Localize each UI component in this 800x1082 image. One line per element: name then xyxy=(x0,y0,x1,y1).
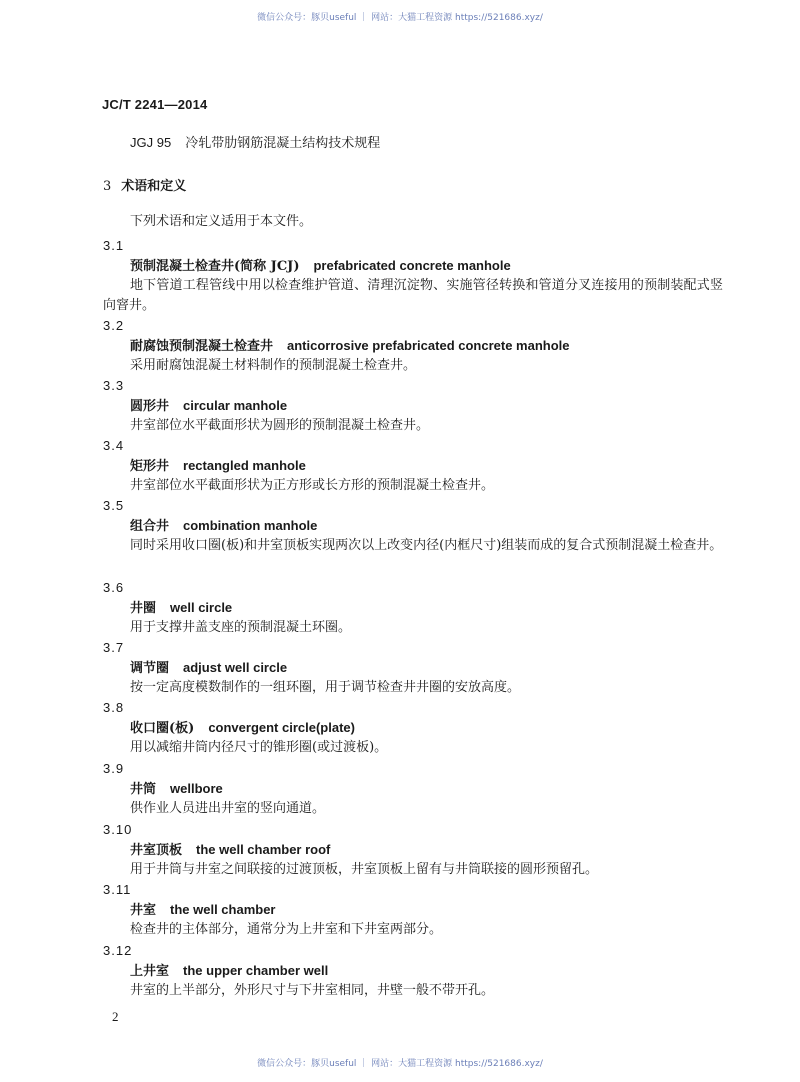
term-number: 3.10 xyxy=(103,822,133,837)
term-entry-3-9 xyxy=(103,759,723,819)
intro-text: 下列术语和定义适用于本文件。 xyxy=(130,214,313,229)
term-name xyxy=(103,256,723,276)
term-definition: 用于支撑井盖支座的预制混凝土环圈。 xyxy=(130,620,352,635)
term-number: 3.9 xyxy=(103,761,125,776)
term-number: 3.3 xyxy=(103,378,125,393)
term-en: prefabricated concrete manhole xyxy=(313,258,511,273)
term-definition: 井室部位水平截面形状为正方形或长方形的预制混凝土检查井。 xyxy=(130,478,495,493)
term-en: combination manhole xyxy=(183,518,318,533)
term-en: rectangled manhole xyxy=(183,458,306,473)
term-definition: 采用耐腐蚀混凝土材料制作的预制混凝土检查井。 xyxy=(130,358,417,373)
term-name xyxy=(103,598,723,618)
page-number: 2 xyxy=(112,1009,119,1024)
standard-code: JC/T 2241—2014 xyxy=(102,97,208,112)
section-heading xyxy=(103,175,186,194)
term-cn: 圆形井 xyxy=(130,399,170,414)
term-cn: 井筒 xyxy=(130,782,157,797)
term-definition: 供作业人员进出井室的竖向通道。 xyxy=(130,801,326,816)
term-entry-3-10 xyxy=(103,820,723,880)
term-definition: 用以减缩井筒内径尺寸的锥形圈(或过渡板)。 xyxy=(130,740,388,755)
term-cn: 矩形井 xyxy=(130,459,170,474)
term-definition: 地下管道工程管线中用以检查维护管道、清理沉淀物、实施管径转换和管道分叉连接用的预制装配式竖向窨井。 xyxy=(103,278,723,313)
term-number: 3.8 xyxy=(103,700,125,715)
term-name xyxy=(103,840,723,860)
term-entry-3-4 xyxy=(103,436,723,496)
term-name xyxy=(103,900,723,920)
term-en: the upper chamber well xyxy=(183,963,329,978)
term-entry-3-12 xyxy=(103,941,723,1001)
term-cn: 井室顶板 xyxy=(130,843,183,858)
term-cn: 收口圈(板) xyxy=(130,721,195,736)
term-number: 3.12 xyxy=(103,943,133,958)
term-definition: 同时采用收口圈(板)和井室顶板实现两次以上改变内径(内框尺寸)组装而成的复合式预制混凝土检查井。 xyxy=(130,538,723,553)
term-en: well circle xyxy=(170,600,233,615)
term-cn: 预制混凝土检查井(简称 JCJ) xyxy=(130,259,300,274)
term-entry-3-11 xyxy=(103,880,723,940)
term-entry-3-8 xyxy=(103,698,723,758)
term-entry-3-1 xyxy=(103,236,723,316)
watermark-bottom: 微信公众号：豚贝useful ｜ 网站：大猫工程资源 https://521686.xyz/ xyxy=(257,1059,543,1069)
term-en: the well chamber roof xyxy=(196,842,331,857)
term-en: anticorrosive prefabricated concrete manhole xyxy=(287,338,570,353)
term-number: 3.11 xyxy=(103,882,132,897)
term-name xyxy=(103,779,723,799)
term-number: 3.7 xyxy=(103,640,125,655)
term-en: circular manhole xyxy=(183,398,288,413)
term-en: wellbore xyxy=(170,781,223,796)
term-entry-3-5 xyxy=(103,496,723,556)
term-number: 3.5 xyxy=(103,498,125,513)
term-cn: 调节圈 xyxy=(130,661,170,676)
term-entry-3-2 xyxy=(103,316,723,376)
term-entry-3-3 xyxy=(103,376,723,436)
term-en: adjust well circle xyxy=(183,660,288,675)
section-title: 术语和定义 xyxy=(121,179,187,194)
term-cn: 组合井 xyxy=(130,519,170,534)
term-definition: 井室部位水平截面形状为圆形的预制混凝土检查井。 xyxy=(130,418,430,433)
term-number: 3.1 xyxy=(103,238,125,253)
section-number: 3 xyxy=(103,179,112,194)
term-number: 3.2 xyxy=(103,318,125,333)
term-name xyxy=(103,396,723,416)
term-name xyxy=(103,456,723,476)
term-cn: 上井室 xyxy=(130,964,170,979)
watermark-top: 微信公众号：豚贝useful ｜ 网站：大猫工程资源 https://521686.xyz/ xyxy=(257,13,543,23)
term-definition: 按一定高度模数制作的一组环圈，用于调节检查井井圈的安放高度。 xyxy=(130,680,521,695)
term-number: 3.6 xyxy=(103,580,125,595)
term-name xyxy=(103,336,723,356)
term-number: 3.4 xyxy=(103,438,125,453)
term-cn: 井圈 xyxy=(130,601,157,616)
term-definition: 井室的上半部分，外形尺寸与下井室相同，井壁一般不带开孔。 xyxy=(130,983,495,998)
term-name xyxy=(103,516,723,536)
term-name xyxy=(103,961,723,981)
reference-code: JGJ 95 xyxy=(130,135,172,150)
term-en: convergent circle(plate) xyxy=(208,720,355,735)
term-definition: 用于井筒与井室之间联接的过渡顶板，井室顶板上留有与井筒联接的圆形预留孔。 xyxy=(130,862,599,877)
reference-title: 冷轧带肋钢筋混凝土结构技术规程 xyxy=(185,136,381,151)
term-cn: 井室 xyxy=(130,903,157,918)
normative-reference xyxy=(130,132,380,151)
term-name xyxy=(103,718,723,738)
term-entry-3-6 xyxy=(103,578,723,638)
term-entry-3-7 xyxy=(103,638,723,698)
term-en: the well chamber xyxy=(170,902,276,917)
term-definition: 检查井的主体部分，通常分为上井室和下井室两部分。 xyxy=(130,922,443,937)
term-name xyxy=(103,658,723,678)
term-cn: 耐腐蚀预制混凝土检查井 xyxy=(130,339,274,354)
